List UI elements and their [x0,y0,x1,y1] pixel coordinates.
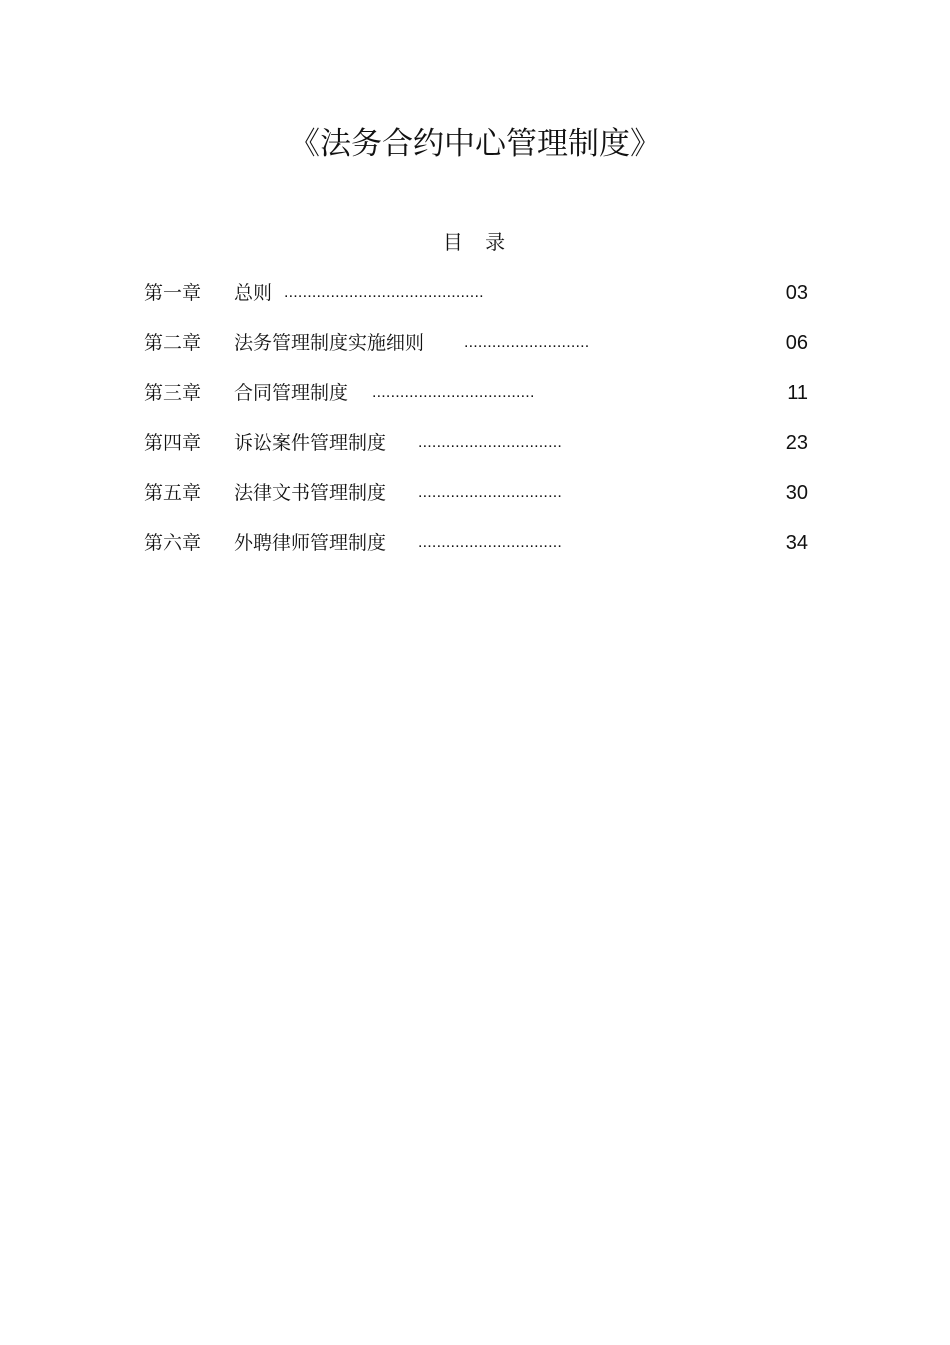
toc-chapter-title: 外聘律师管理制度 [234,532,387,554]
toc-page-number: 06 [785,332,808,354]
table-of-contents [144,278,808,578]
toc-entry[interactable] [144,328,808,378]
toc-chapter-number: 第三章 [144,382,202,404]
toc-dot-leader: ................................... [372,384,535,401]
toc-chapter-number: 第六章 [144,532,202,554]
toc-dot-leader: ........................................... [284,284,484,301]
toc-page-number: 30 [785,482,808,504]
toc-chapter-number: 第四章 [144,432,202,454]
toc-page-number: 11 [787,382,808,404]
toc-chapter-number: 第一章 [144,282,202,304]
toc-page-number: 03 [785,282,808,304]
toc-dot-leader: ........................... [464,334,590,351]
toc-dot-leader: ............................... [418,434,563,451]
toc-chapter-number: 第二章 [144,332,202,354]
toc-entry[interactable] [144,478,808,528]
toc-chapter-title: 诉讼案件管理制度 [234,432,387,454]
toc-entry[interactable] [144,278,808,328]
toc-chapter-title: 总则 [234,282,273,304]
toc-entry[interactable] [144,378,808,428]
toc-chapter-number: 第五章 [144,482,202,504]
toc-page-number: 34 [785,532,808,554]
toc-dot-leader: ............................... [418,484,563,501]
toc-chapter-title: 法务管理制度实施细则 [234,332,425,354]
document-title: 《法务合约中心管理制度》 [289,126,661,162]
toc-heading: 目 录 [442,230,514,254]
toc-entry[interactable] [144,528,808,578]
toc-chapter-title: 法律文书管理制度 [234,482,387,504]
toc-dot-leader: ............................... [418,534,563,551]
toc-page-number: 23 [785,432,808,454]
toc-entry[interactable] [144,428,808,478]
toc-chapter-title: 合同管理制度 [234,382,349,404]
